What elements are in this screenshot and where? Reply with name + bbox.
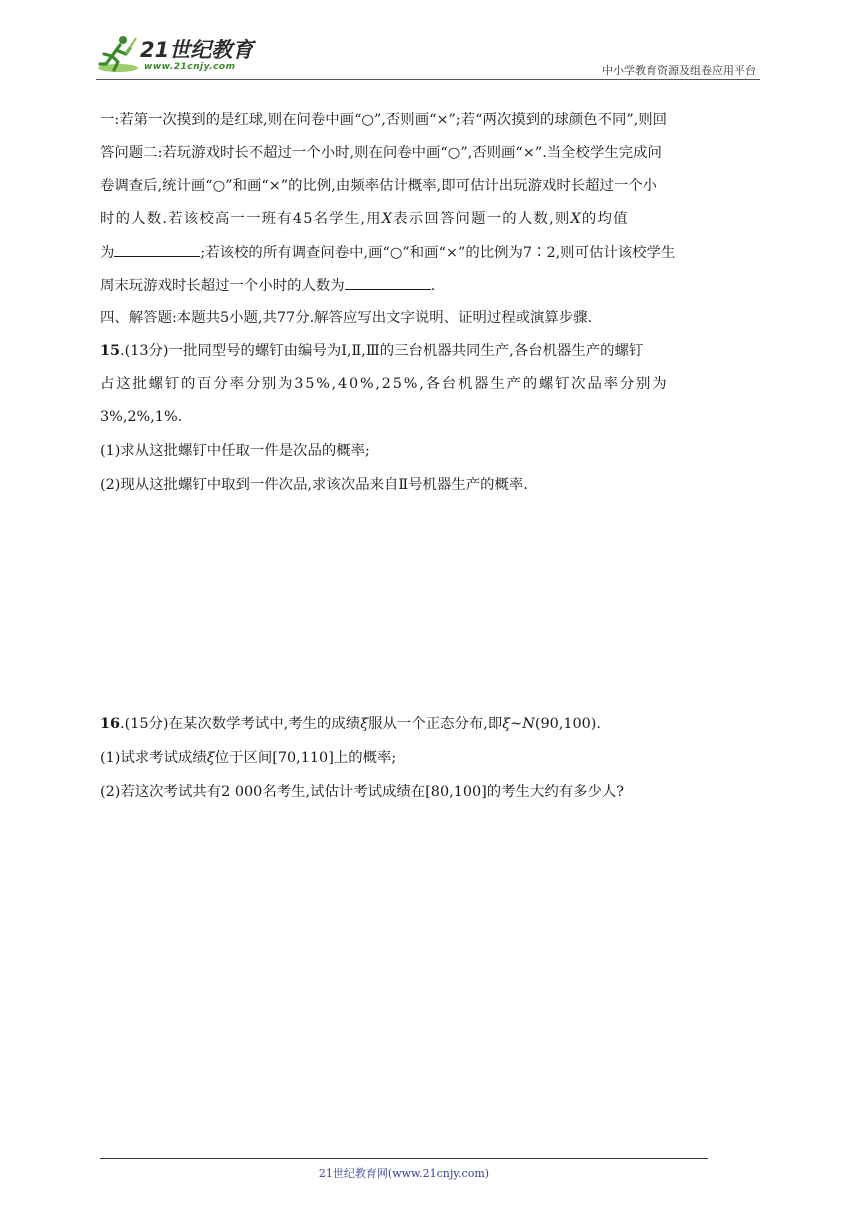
- text-segment: 的均值: [581, 211, 629, 227]
- question-16: [100, 714, 601, 734]
- answer-blank[interactable]: [345, 275, 431, 290]
- text-segment: (2)若这次考试共有2 000名考生,试估计考试成绩在[80,100]的考生大约有多少人?: [100, 784, 625, 800]
- header-divider: [96, 79, 760, 80]
- text-segment: 答问题二:若玩游戏时长不超过一个小时,则在问卷中画“○”,否则画“×”.当全校学生完成问: [100, 145, 662, 161]
- paragraph-line: [100, 110, 764, 130]
- text-segment: 为: [100, 245, 115, 261]
- text-segment: 一:若第一次摸到的是红球,则在问卷中画“○”,否则画“×”;若“两次摸到的球颜色不同”,则回: [100, 112, 668, 128]
- section-heading: [100, 308, 592, 328]
- runner-logo-icon: [96, 32, 140, 76]
- footer-link[interactable]: 21世纪教育网(www.21cnjy.com): [318, 1167, 490, 1180]
- text-segment: 3%,2%,1%.: [100, 409, 183, 425]
- text-segment: 服从一个正态分布,即: [368, 716, 503, 732]
- variable-xi: ξ: [206, 750, 215, 766]
- paragraph-line: [100, 407, 182, 427]
- question-15: [100, 341, 643, 361]
- text-segment: 占这批螺钉的百分率分别为35%,40%,25%,各台机器生产的螺钉次品率分别为: [100, 376, 669, 392]
- variable-n: N: [522, 716, 535, 732]
- variable-x: X: [570, 211, 582, 227]
- platform-name: 中小学教育资源及组卷应用平台: [602, 64, 756, 77]
- text-segment: .(13分)一批同型号的螺钉由编号为Ⅰ,Ⅱ,Ⅲ的三台机器共同生产,各台机器生产的螺钉: [120, 343, 644, 359]
- logo-url: www.21cnjy.com: [144, 62, 236, 72]
- text-segment: 周末玩游戏时长超过一个小时的人数为: [100, 278, 345, 294]
- answer-blank[interactable]: [114, 242, 200, 257]
- subquestion-2: [100, 782, 624, 802]
- subquestion-1: [100, 748, 396, 768]
- text-segment: 时的人数.若该校高一一班有45名学生,用: [100, 211, 382, 227]
- text-segment: ;若该校的所有调查问卷中,画“○”和画“×”的比例为7∶2,则可估计该校学生: [200, 245, 676, 261]
- paragraph-line: [100, 374, 668, 394]
- site-logo[interactable]: [96, 32, 296, 76]
- text-segment: ~: [510, 716, 523, 732]
- text-segment: 卷调查后,统计画“○”和画“×”的比例,由频率估计概率,即可估计出玩游戏时长超过一个小: [100, 178, 658, 194]
- section-title: 四、解答题:本题共5小题,共77分.解答应写出文字说明、证明过程或演算步骤.: [100, 310, 593, 326]
- text-segment: (90,100).: [534, 716, 601, 732]
- text-segment: (2)现从这批螺钉中取到一件次品,求该次品来自Ⅱ号机器生产的概率.: [100, 477, 528, 493]
- text-segment: 位于区间[70,110]上的概率;: [214, 750, 397, 766]
- variable-xi: ξ: [360, 716, 369, 732]
- variable-x: X: [381, 211, 394, 227]
- text-segment: (1)求从这批螺钉中任取一件是次品的概率;: [100, 443, 370, 459]
- question-number: 15: [100, 342, 121, 359]
- variable-xi: ξ: [502, 716, 511, 732]
- question-number: 16: [100, 715, 121, 732]
- text-segment: .: [430, 278, 436, 294]
- footer-divider: [100, 1158, 708, 1159]
- subquestion-1: [100, 441, 370, 461]
- text-segment: (1)试求考试成绩: [100, 750, 207, 766]
- text-segment: .(15分)在某次数学考试中,考生的成绩: [120, 716, 361, 732]
- logo-text: 21世纪教育: [140, 38, 254, 62]
- paragraph-line: [100, 275, 435, 296]
- text-segment: 表示回答问题一的人数,则: [393, 211, 571, 227]
- paragraph-line: [100, 143, 662, 163]
- page-header: [96, 28, 760, 80]
- paragraph-line: [100, 176, 657, 196]
- paragraph-line: [100, 209, 629, 229]
- subquestion-2: [100, 475, 528, 495]
- paragraph-line: [100, 242, 675, 263]
